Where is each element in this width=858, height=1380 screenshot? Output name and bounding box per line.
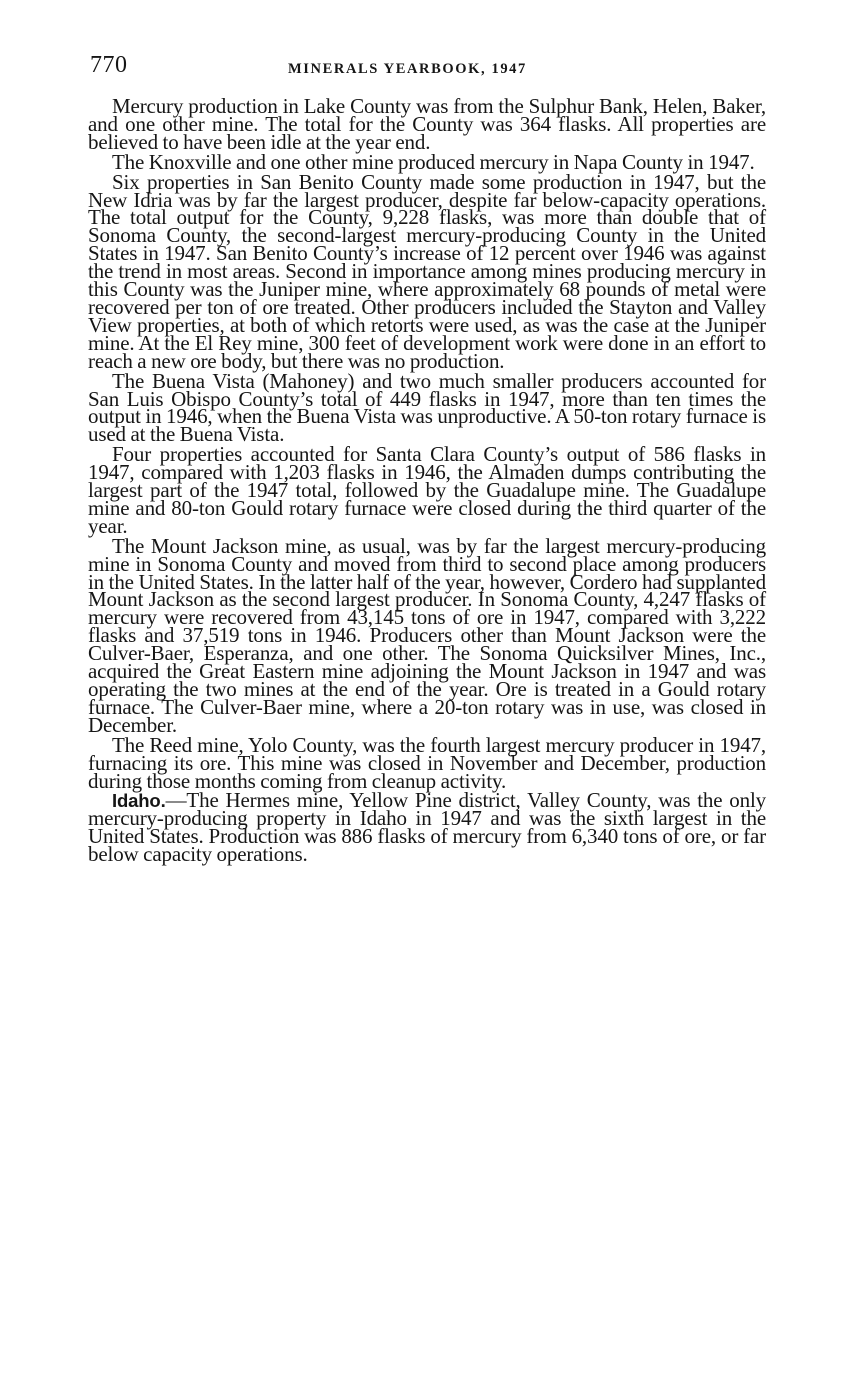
paragraph-text: The Reed mine, Yolo County, was the fourth largest mercury producer in 1947, furnacing its ore. This mine was closed in November and December, production during those months coming from cleanup activity. — [88, 732, 766, 793]
paragraph-santa-clara-county — [88, 442, 766, 538]
document-page — [88, 52, 766, 867]
paragraph-text: Four properties accounted for Santa Clara County’s output of 586 flasks in 1947, compared with 1,203 flasks in 1946, the Almaden dumps contributing the largest part of the 1947 total, followed by the Guadalupe mine. The Guadalupe mine and 80-ton Gould rotary furnace were closed during the third quarter of the year. — [88, 442, 766, 538]
paragraph-text: Mercury production in Lake County was from the Sulphur Bank, Helen, Baker, and one other mine. The total for the County was 364 flasks. All properties are believed to have been idle at the year end. — [88, 94, 766, 154]
paragraph-text: The Buena Vista (Mahoney) and two much smaller producers accounted for San Luis Obispo County’s total of 449 flasks in 1947, more than ten times the output in 1946, when the Buena Vista was unproductive. A 50-ton rotary furnace is used at the Buena Vista. — [88, 368, 766, 447]
paragraph-text: —The Hermes mine, Yellow Pine district, Valley County, was the only mercury-producing property in Idaho in 1947 and was the sixth largest in the United States. Production was 886 flasks of mercury from 6,340 tons of ore, or far below capacity operations. — [88, 788, 766, 867]
paragraph-lake-county — [88, 94, 766, 154]
paragraph-yolo-county — [88, 732, 766, 793]
section-lead-idaho: Idaho. — [112, 790, 166, 812]
body-text — [88, 94, 766, 867]
paragraph-san-luis-obispo-county — [88, 368, 766, 447]
paragraph-idaho — [88, 788, 766, 867]
paragraph-text: The Knoxville and one other mine produced mercury in Napa County in 1947. — [112, 149, 755, 174]
running-title: MINERALS YEARBOOK, 1947 — [288, 61, 527, 77]
paragraph-text: Six properties in San Benito County made some production in 1947, but the New Idria was by far the largest producer, despite far below-capacity operations. The total output for the County, 9,228 flasks, was more than double that of Sonoma County, the second-largest mercury-producing County in the United States in 1947. San Benito County’s increase of 12 percent over 1946 was against the trend in most areas. Second in importance among mines producing mercury in this County was the Juniper mine, where approximately 68 pounds of metal were recovered per ton of ore treated. Other producers included the Stayton and Valley View properties, at both of which retorts were used, as was the case at the Juniper mine. At the El Rey mine, 300 feet of development work were done in an effort to reach a new ore body, but there was no production. — [88, 169, 766, 373]
page-number: 770 — [90, 52, 128, 78]
paragraph-text: The Mount Jackson mine, as usual, was by far the largest mercury-producing mine in Sonoma County and moved from third to second place among producers in the United States. In the latter half of the year, however, Cordero had supplanted Mount Jackson as the second largest producer. In Sonoma County, 4,247 flasks of mercury were recovered from 43,145 tons of ore in 1947, compared with 3,222 flasks and 37,519 tons in 1946. Producers other than Mount Jackson were the Culver-Baer, Esperanza, and one other. The Sonoma Quicksilver Mines, Inc., acquired the Great Eastern mine adjoining the Mount Jackson in 1947 and was operating the two mines at the end of the year. Ore is treated in a Gould rotary furnace. The Culver-Baer mine, where a 20-ton rotary was in use, was closed in December. — [88, 533, 766, 737]
paragraph-sonoma-county — [88, 533, 766, 737]
paragraph-san-benito-county — [88, 169, 766, 373]
running-header — [88, 52, 766, 84]
